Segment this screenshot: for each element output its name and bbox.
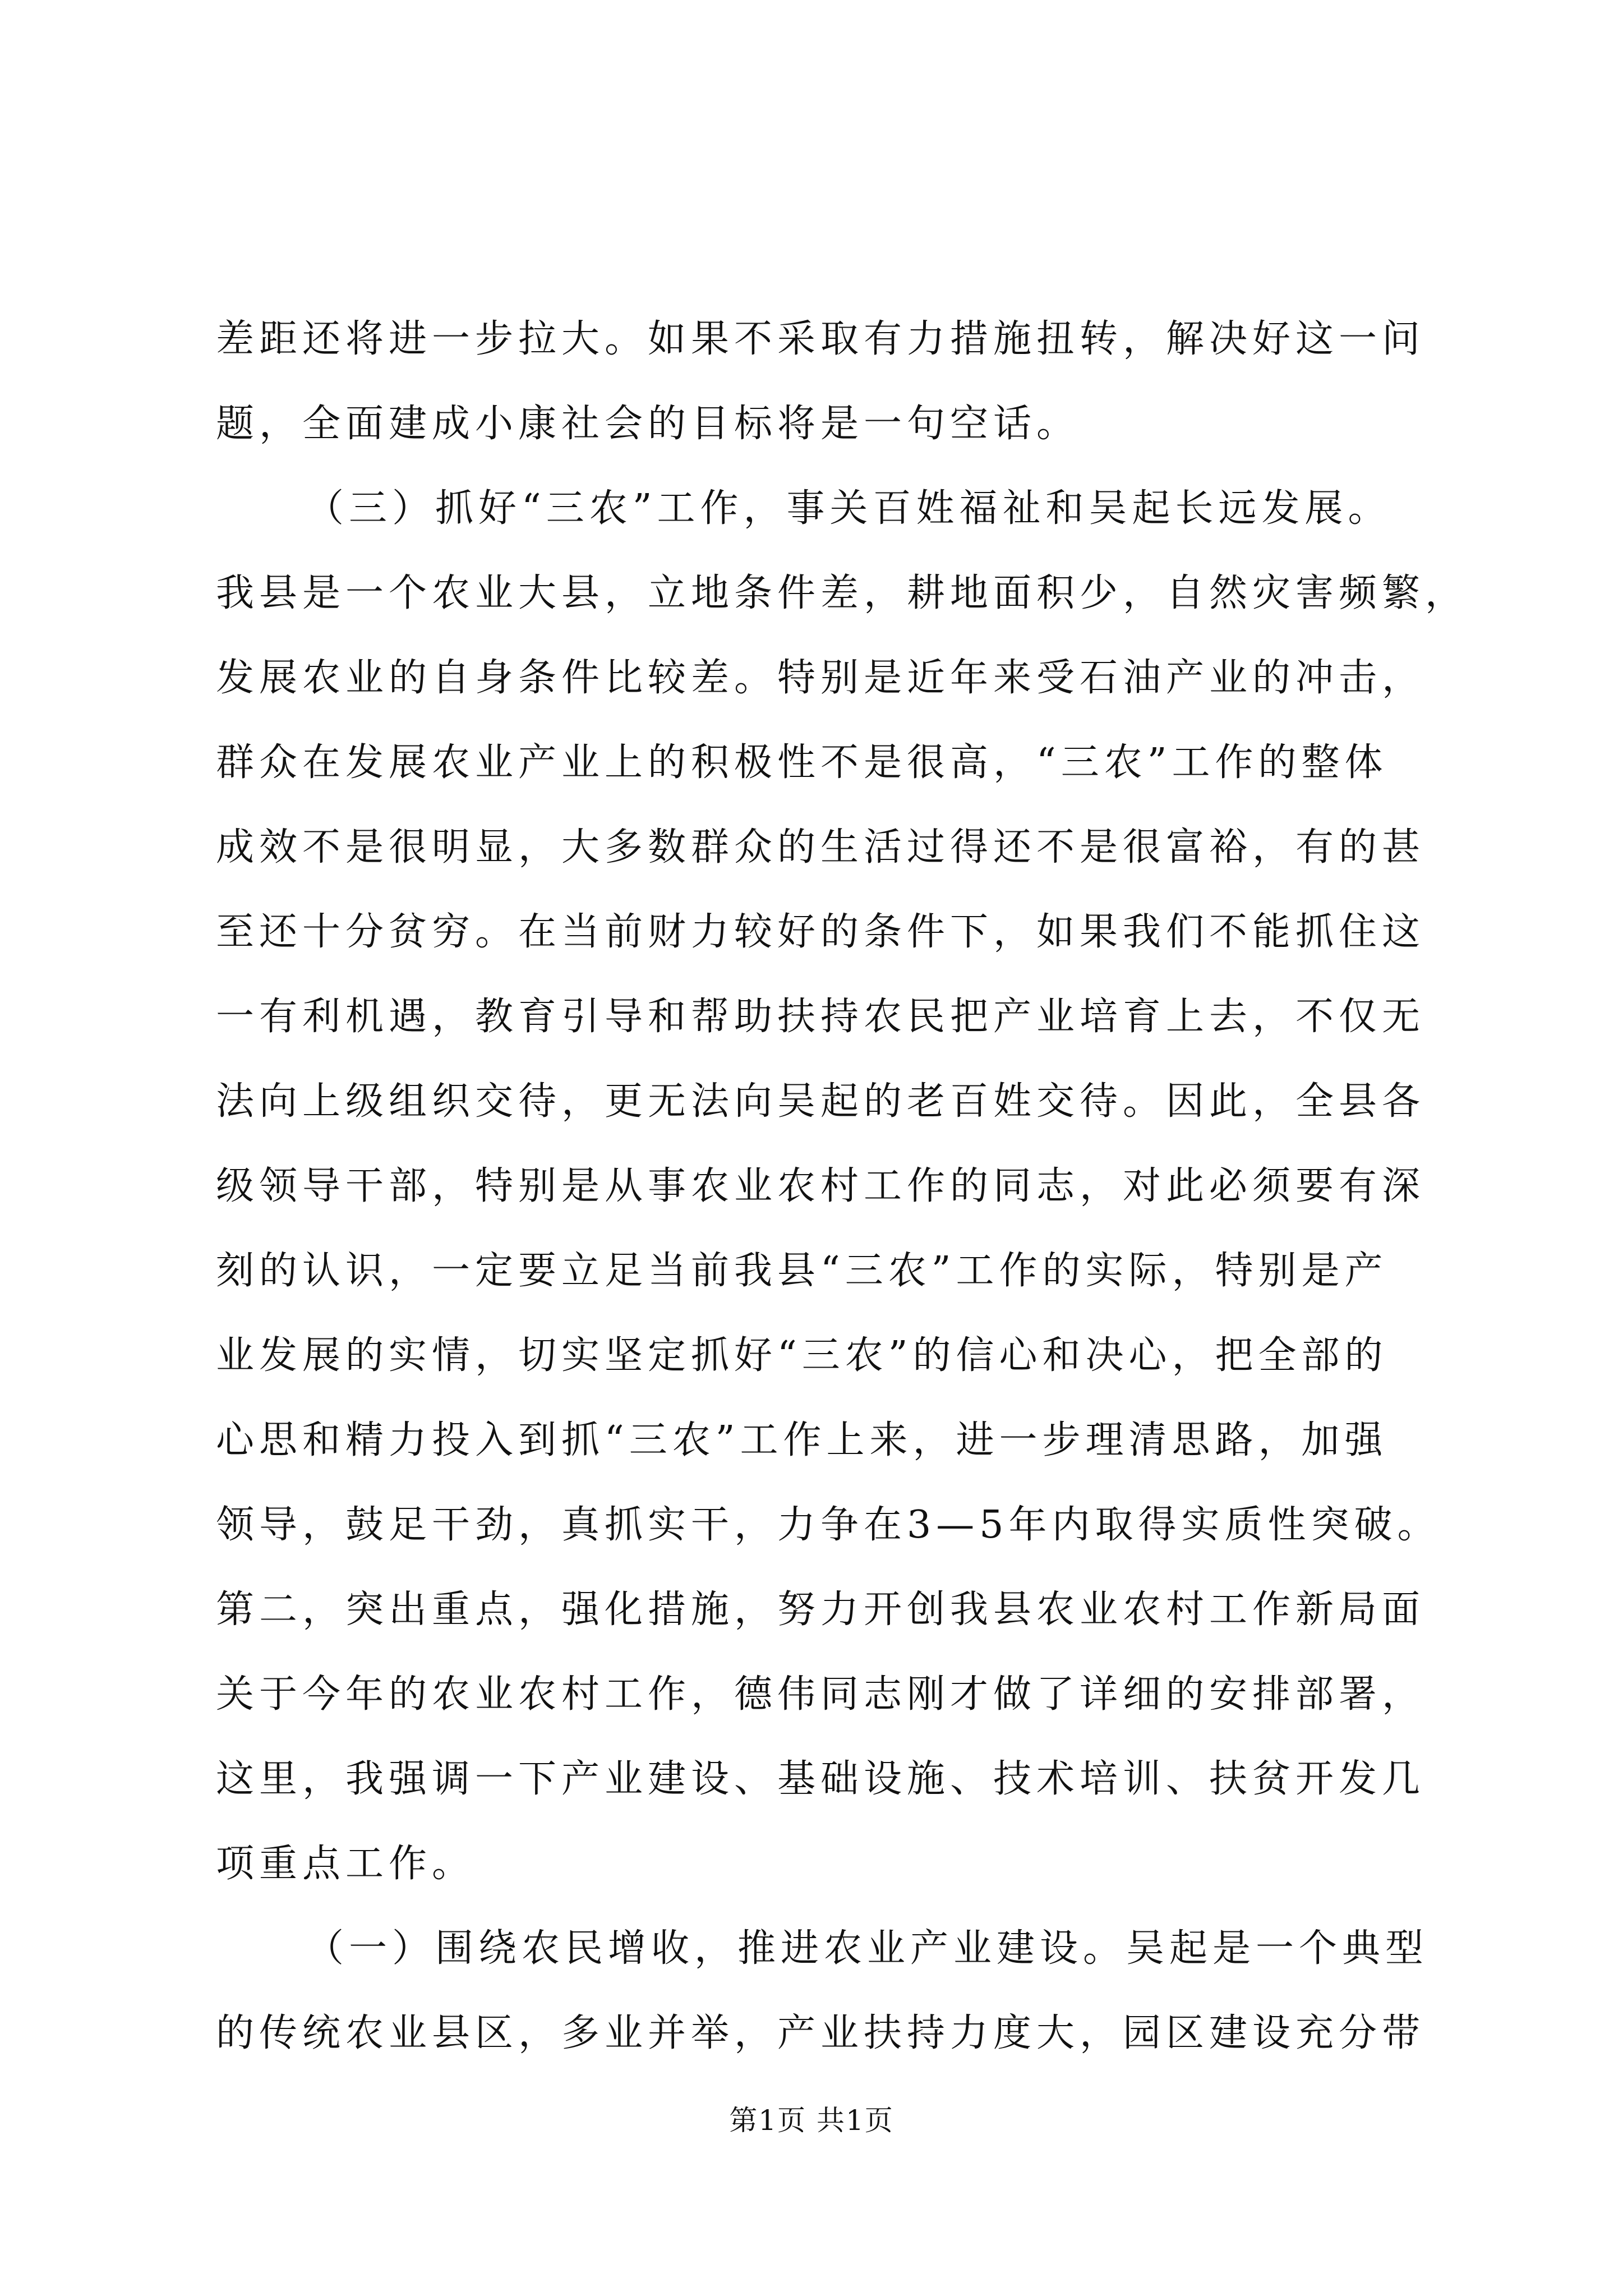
text-line-19: 项重点工作。: [216, 1842, 476, 1886]
text-line-12: 刻的认识，一定要立足当前我县“三农”工作的实际，特别是产: [216, 1249, 1388, 1293]
text-line-5: 发展农业的自身条件比较差。特别是近年来受石油产业的冲击，: [216, 656, 1426, 700]
text-line-15: 领导，鼓足干劲，真抓实干，力争在3—5年内取得实质性突破。: [216, 1503, 1441, 1547]
text-line-1: 差距还将进一步拉大。如果不采取有力措施扭转，解决好这一问: [216, 317, 1426, 361]
text-line-13: 业发展的实情，切实坚定抓好“三农”的信心和决心，把全部的: [216, 1333, 1388, 1378]
text-line-17: 关于今年的农业农村工作，德伟同志刚才做了详细的安排部署，: [216, 1672, 1426, 1717]
text-line-20: （一）围绕农民增收，推进农业产业建设。吴起是一个典型: [306, 1926, 1429, 1971]
text-line-11: 级领导干部，特别是从事农业农村工作的同志，对此必须要有深: [216, 1164, 1426, 1208]
text-line-14: 心思和精力投入到抓“三农”工作上来，进一步理清思路，加强: [216, 1418, 1388, 1462]
page-footer: 第1页 共1页: [729, 2104, 894, 2137]
text-line-18: 这里，我强调一下产业建设、基础设施、技术培训、扶贫开发几: [216, 1757, 1426, 1801]
text-line-10: 法向上级组织交待，更无法向吴起的老百姓交待。因此，全县各: [216, 1079, 1426, 1124]
text-line-21: 的传统农业县区，多业并举，产业扶持力度大，园区建设充分带: [216, 2011, 1426, 2055]
text-line-2: 题，全面建成小康社会的目标将是一句空话。: [216, 402, 1080, 446]
text-line-16: 第二，突出重点，强化措施，努力开创我县农业农村工作新局面: [216, 1588, 1426, 1632]
text-line-7: 成效不是很明显，大多数群众的生活过得还不是很富裕，有的甚: [216, 825, 1426, 869]
text-line-6: 群众在发展农业产业上的积极性不是很高，“三农”工作的整体: [216, 740, 1388, 785]
text-line-3: （三）抓好“三农”工作，事关百姓福祉和吴起长远发展。: [306, 486, 1391, 531]
text-line-8: 至还十分贫穷。在当前财力较好的条件下，如果我们不能抓住这: [216, 910, 1426, 954]
text-line-4: 我县是一个农业大县，立地条件差，耕地面积少，自然灾害频繁，: [216, 571, 1469, 615]
text-line-9: 一有利机遇，教育引导和帮助扶持农民把产业培育上去，不仅无: [216, 995, 1426, 1039]
